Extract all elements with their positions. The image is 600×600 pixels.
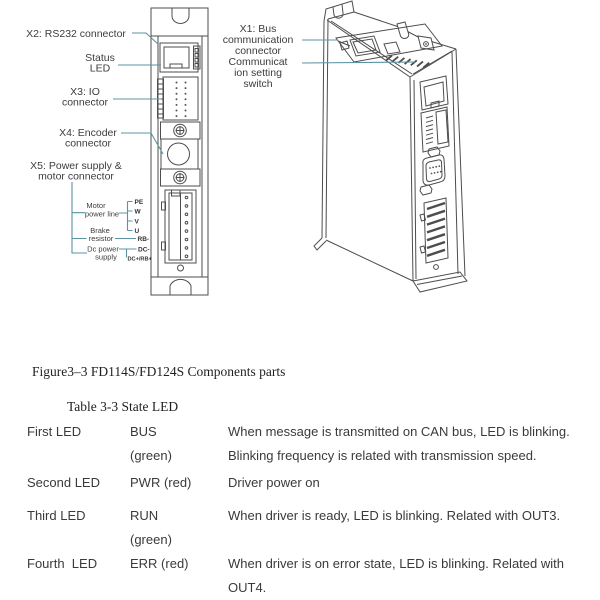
x1-label: connector	[234, 45, 282, 57]
back-plate	[314, 1, 354, 250]
switch-leader-line	[302, 62, 415, 63]
x3-label: connector	[61, 96, 109, 109]
comm-switch-label: ion setting	[234, 67, 282, 79]
io-connector	[158, 77, 199, 120]
pin-label-w: W	[134, 208, 141, 216]
pin-label-pe: PE	[134, 199, 144, 206]
table-row	[27, 552, 577, 600]
db9-pins	[429, 165, 442, 174]
motor-pins-bracket	[119, 202, 133, 231]
motor-power-line-label: Motor	[86, 201, 106, 210]
x2-leader-line	[132, 33, 158, 44]
figure-caption: Figure3–3 FD114S/FD124S Components parts	[32, 364, 286, 379]
led-cell: Second LED	[27, 475, 100, 490]
name-cell: BUS (green)	[130, 424, 172, 463]
x5-label: X5: Power supply &	[30, 160, 122, 172]
pin-label-dcminus: DC-	[138, 246, 150, 254]
x5-label: motor connector	[38, 170, 114, 183]
x2-label: X2: RS232 connector	[26, 28, 126, 40]
pin-label-u: U	[134, 228, 140, 235]
ground-screw-bottom	[161, 169, 201, 186]
brake-resistor-label: Brake	[90, 226, 110, 235]
status-led-label: Status	[85, 52, 115, 64]
leader-lines-right	[302, 40, 415, 63]
dc-power-supply-label: supply	[95, 252, 117, 262]
x1-label: communication	[222, 34, 294, 46]
status-led-label: LED	[89, 62, 111, 75]
bottom-mount-notch	[170, 279, 191, 295]
mount-notch-side	[397, 22, 409, 38]
desc-cell: When message is transmitted on CAN bus, LED is blinking. Blinking frequency is related with transmission speed.	[228, 424, 570, 463]
led-cell: Fourth LED	[27, 556, 98, 571]
comm-switch-label: switch	[243, 78, 273, 90]
desc-cell: Driver power on	[228, 475, 320, 490]
comm-switch-label: Communicat	[228, 56, 288, 68]
x4-label: X4: Encoder	[59, 127, 117, 139]
top-mount-notch	[172, 8, 189, 24]
front-view-diagram	[0, 0, 215, 310]
state-led-table	[27, 420, 577, 600]
x4-leader-line	[121, 133, 163, 154]
name-cell: ERR (red)	[130, 556, 189, 571]
rj45-connector-3d	[420, 76, 448, 110]
desc-cell: When driver is ready, LED is blinking. Related with OUT3.	[228, 508, 561, 523]
led-cell: Third LED	[27, 508, 86, 523]
pin-label-rb: RB-	[137, 236, 150, 243]
motor-power-line-label: power line	[84, 209, 120, 219]
name-cell: RUN (green)	[130, 508, 172, 547]
back-foot	[314, 238, 326, 250]
pin-label-v: V	[134, 218, 139, 226]
table-row	[27, 420, 577, 468]
x1-label: X1: Bus	[239, 23, 277, 35]
bus-connector-opening-2	[384, 42, 400, 54]
io-header-3d	[421, 107, 449, 152]
brake-resistor-label: resistor	[88, 234, 114, 243]
db9-connector	[420, 147, 445, 195]
table-row	[27, 471, 577, 495]
dc-power-supply-label: Dc power	[87, 244, 119, 254]
power-motor-terminal	[162, 190, 197, 271]
rs232-connector	[160, 43, 198, 72]
front-foot	[413, 272, 467, 292]
ground-screw-top	[161, 122, 201, 139]
front-face	[326, 49, 467, 292]
x4-label: connector	[64, 137, 112, 150]
perspective-view-diagram	[200, 0, 540, 340]
desc-cell: When driver is on error state, LED is blinking. Related with OUT4.	[228, 556, 564, 595]
io-pins	[176, 82, 187, 118]
terminal-block-3d	[420, 198, 448, 269]
table-title: Table 3-3 State LED	[67, 399, 179, 414]
led-cell: First LED	[27, 424, 82, 439]
jack-screw-bottom	[420, 185, 432, 195]
encoder-connector	[161, 139, 198, 169]
table-row	[27, 504, 577, 552]
pin-label-dcplus: DC+/RB+	[127, 256, 152, 263]
x3-label: X3: IO	[70, 86, 100, 98]
name-cell: PWR (red)	[130, 475, 192, 490]
